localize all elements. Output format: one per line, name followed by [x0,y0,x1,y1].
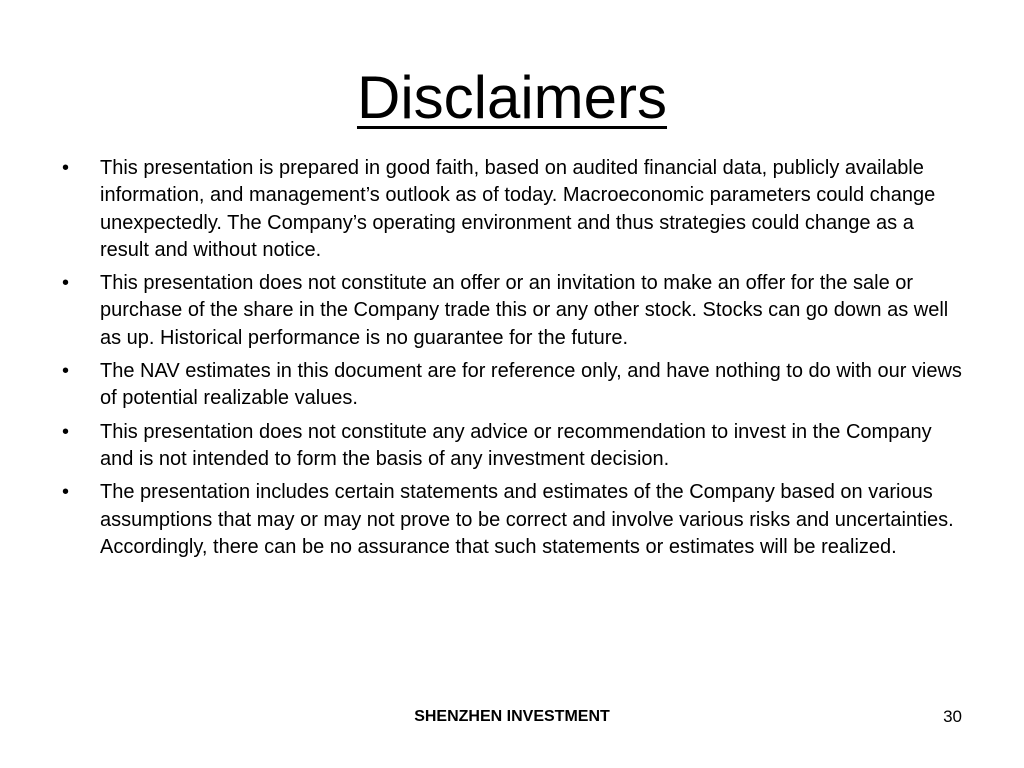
bullet-text: The NAV estimates in this document are for reference only, and have nothing to do with our views of potential realizable values. [100,360,962,410]
bullet-icon: • [62,157,70,179]
bullet-item [62,419,962,474]
bullet-icon: • [62,481,70,504]
bullet-icon: • [62,360,70,383]
slide-title: Disclaimers [356,64,668,131]
bullet-text: This presentation does not constitute an offer or an invitation to make an offer for the sale or purchase of the share in the Company trade this or any other stock. Stocks can go down as well as up. Historical performance is no guarantee for the future. [100,272,949,349]
bullet-text: The presentation includes certain statements and estimates of the Company based on various assumptions that may or may not prove to be correct and involve various risks and uncertainties. Accordingly, there can be no assurance that such statements or estimates will be realized. [100,481,954,558]
bullet-item [62,358,962,413]
bullet-item [62,479,962,561]
bullet-text: This presentation does not constitute any advice or recommendation to invest in the Company and is not intended to form the basis of any investment decision. [100,420,932,470]
bullet-item [62,155,962,264]
footer-company-name: SHENZHEN INVESTMENT [414,708,610,725]
page-number: 30 [943,707,962,726]
bullet-item [62,270,962,352]
bullet-list [62,155,962,567]
bullet-icon: • [62,272,70,295]
bullet-icon: • [62,420,70,443]
bullet-text: This presentation is prepared in good faith, based on audited financial data, publicly available information, and management’s outlook as of today. Macroeconomic parameters could change unexpectedly. The Company’s operating environment and thus strategies could change as a result and without notice. [100,157,936,261]
